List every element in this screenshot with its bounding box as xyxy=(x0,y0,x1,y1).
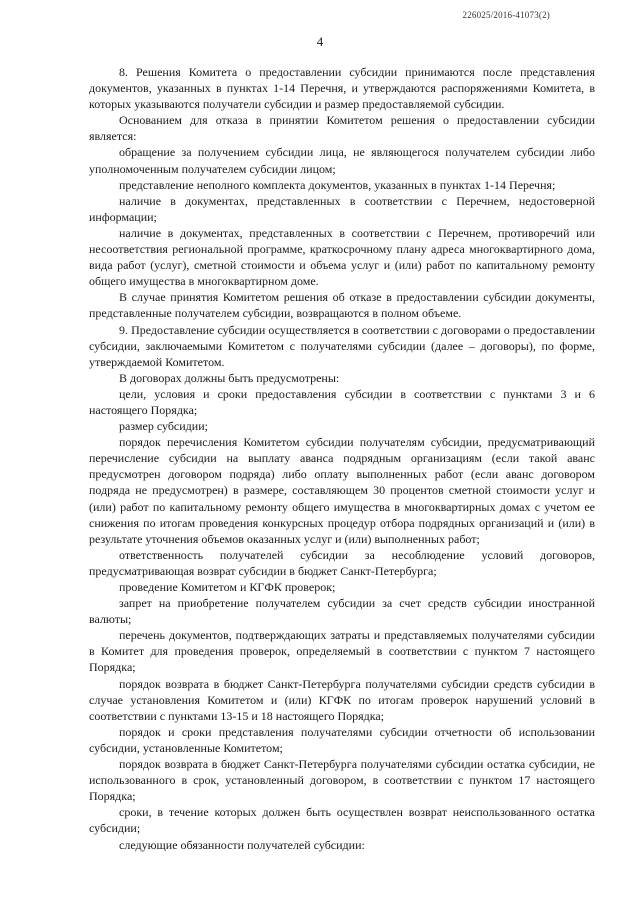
paragraph: наличие в документах, представленных в соответствии с Перечнем, противоречий или несоответствия региональной программе, краткосрочному плану адреса многоквартирного дома, вида работ (услуг), сметной стоимости и объема услуг и (или) работ по капитальному ремонту общего имущества в многоквартирном доме. xyxy=(89,225,595,289)
paragraph: сроки, в течение которых должен быть осуществлен возврат неиспользованного остатка субсидии; xyxy=(89,805,595,836)
page-number: 4 xyxy=(316,34,324,49)
paragraph: запрет на приобретение получателем субсидии за счет средств субсидии иностранной валюты; xyxy=(89,596,595,627)
paragraph: представление неполного комплекта документов, указанных в пунктах 1-14 Перечня; xyxy=(119,177,556,192)
paragraph: перечень документов, подтверждающих затраты и представляемых получателями субсидии в Комитет для проведения проверок, определяемый в соответствии с пунктом 7 настоящего Порядка; xyxy=(89,628,595,675)
document-code: 226025/2016-41073(2) xyxy=(462,10,550,20)
paragraph: В случае принятия Комитетом решения об отказе в предоставлении субсидии документы, представленные получателем субсидии, возвращаются в полном объеме. xyxy=(89,290,595,321)
paragraph: 8. Решения Комитета о предоставлении субсидии принимаются после представления документов, указанных в пунктах 1-14 Перечня, и утверждаются распоряжениями Комитета, в которых указываются получатели субсидии и размер предоставляемой субсидии. xyxy=(89,65,595,112)
paragraph: порядок возврата в бюджет Санкт-Петербурга получателями субсидии средств субсидии в случае установления Комитетом и (или) КГФК по итогам проверок нарушений условий в соответствии с пунктами 13-15 и 18 настоящего Порядка; xyxy=(89,676,595,723)
paragraph: ответственность получателей субсидии за несоблюдение условий договоров, предусматривающая возврат субсидии в бюджет Санкт-Петербурга; xyxy=(89,547,595,578)
paragraph: В договорах должны быть предусмотрены: xyxy=(119,370,340,385)
paragraph: следующие обязанности получателей субсидии: xyxy=(119,837,365,852)
paragraph: порядок и сроки представления получателями субсидии отчетности об использовании субсидии, установленные Комитетом; xyxy=(89,724,595,755)
paragraph: порядок перечисления Комитетом субсидии получателям субсидии, предусматривающий перечисление субсидии на выплату аванса подрядным организациям (если такой аванс предусмотрен договором подряда) либо оплату выполненных работ (если аванс договором подряда не предусмотрен) в размере, составляющем 30 процентов сметной стоимости услуг и (или) работ по капитальному ремонту общего имущества в многоквартирных домах с учетом ее снижения по итогам проведения конкурсных процедур отбора подрядных организаций и (или) в результате уточнения объемов оказанных услуг и (или) выполненных работ; xyxy=(89,435,595,546)
paragraph: проведение Комитетом и КГФК проверок; xyxy=(119,580,336,594)
paragraph: наличие в документах, представленных в соответствии с Перечнем, недостоверной информации; xyxy=(89,193,595,224)
document-body xyxy=(89,64,595,853)
paragraph: 9. Предоставление субсидии осуществляется в соответствии с договорами о предоставлении субсидии, заключаемыми Комитетом с получателями субсидии (далее – договоры), по форме, утверждаемой Комитетом. xyxy=(89,322,595,369)
paragraph: Основанием для отказа в принятии Комитетом решения о предоставлении субсидии является: xyxy=(89,113,595,144)
paragraph: цели, условия и сроки предоставления субсидии в соответствии с пунктами 3 и 6 настоящего Порядка; xyxy=(89,386,595,417)
paragraph: размер субсидии; xyxy=(119,419,208,434)
paragraph: обращение за получением субсидии лица, не являющегося получателем субсидии либо уполномоченным получателем субсидии лицом; xyxy=(89,145,595,176)
paragraph: порядок возврата в бюджет Санкт-Петербурга получателями субсидии остатка субсидии, не использованного в срок, установленный договором, в соответствии с пунктом 17 настоящего Порядка; xyxy=(89,757,595,804)
